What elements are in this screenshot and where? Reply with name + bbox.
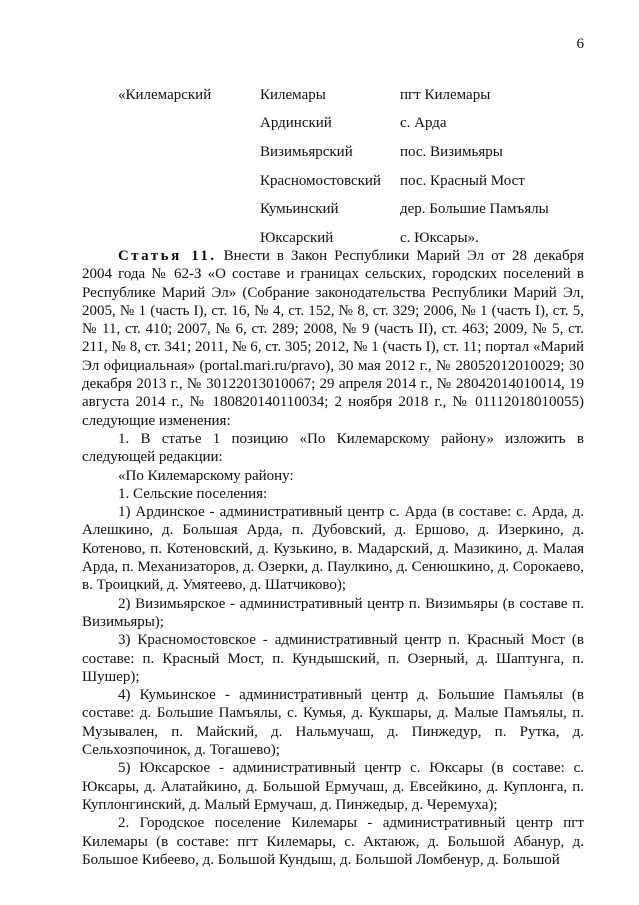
paragraph: 1. В статье 1 позицию «По Килемарскому району» изложить в следующей редакции: [82, 430, 584, 466]
district-row [118, 110, 578, 139]
district-row [118, 167, 578, 196]
paragraph: 3) Красномостовское - административный центр п. Красный Мост (в составе: п. Красный Мост, п. Кундышский, п. Озерный, д. Шаптунга, п. Шушер); [82, 632, 584, 685]
district-row [118, 138, 578, 167]
article-text: Внести в Закон Республики Марий Эл от 28 декабря 2004 года № 62-З «О составе и границах сельских, городских поселений в Республике Марий Эл» (Собрание законодательства Республики Марий Эл, 2005, № 1 (часть I), ст. 16, № 4, ст. 152, № 8, ст. 329; 2006, № 1 (часть I), ст. 5, № 11, ст. 410; 2007, № 6, ст. 289; 2008, № 9 (часть II), ст. 463; 2009, № 5, ст. 211, № 8, ст. 341; 2011, № 6, ст. 305; 2012, № 1 (часть I), ст. 11; портал «Марий Эл официальная» (portal.mari.ru/pravo), 30 мая 2012 г., № 28052012010029; 30 декабря 2013 г., № 30122013010067; 29 апреля 2014 г., № 28042014010014, 19 августа 2014 г., № 180820140110034; 2 ноября 2018 г., № 01112018010055) следующие изменения: [82, 248, 584, 429]
district-row [118, 195, 578, 224]
center-cell: пгт Килемары [400, 86, 491, 103]
district-cell: «Килемарский [118, 86, 212, 103]
settlement-cell: Килемары [260, 86, 326, 103]
page-number: 6 [576, 36, 584, 52]
settlement-cell: Ардинский [260, 115, 332, 132]
center-cell: с. Арда [400, 115, 447, 132]
paragraph: 1. Сельские поселения: [118, 485, 268, 502]
settlement-cell: Юксарский [260, 229, 334, 246]
settlement-cell: Красномостовский [260, 172, 381, 189]
paragraph: 4) Кумьинское - административный центр д. Большие Памъялы (в составе: д. Большие Памъялы, с. Кумья, д. Кукшары, д. Малые Памъялы, п. Музывален, п. Майский, д. Нальмучаш, д. Пинжедур, п. Рутка, д. Сельхозпочинок, д. Тогашево); [82, 687, 584, 759]
center-cell: пос. Красный Мост [400, 172, 525, 189]
paragraph: 2. Городское поселение Килемары - административный центр пгт Килемары (в составе: пгт Килемары, с. Актаюж, д. Большой Абанур, д. Большое Кибеево, д. Большой Кундыш, д. Большой Ломбенур, д. Большой [82, 815, 584, 868]
paragraph: 1) Ардинское - административный центр с. Арда (в составе: с. Арда, д. Алешкино, д. Большая Арда, п. Дубовский, д. Ершово, д. Изеркино, д. Котеново, п. Котеновский, д. Кузькино, в. Мадарский, д. Мазикино, д. Малая Арда, п. Механизаторов, д. Озерки, д. Паулкино, д. Сенюшкино, д. Сорокаево, в. Троицкий, д. Умятеево, д. Шатчиково); [82, 504, 584, 594]
district-row [118, 81, 578, 110]
center-cell: с. Юксары». [400, 229, 479, 246]
article-paragraph [82, 247, 584, 430]
paragraph: 5) Юксарское - административный центр с. Юксары (в составе: с. Юксары, д. Алатайкино, д. Большой Ермучаш, д. Евсейкино, д. Куплонга, п. Куплонгинский, д. Малый Ермучаш, д. Пинжедыр, д. Черемуха); [82, 760, 584, 813]
settlement-cell: Визимьярский [260, 143, 353, 160]
center-cell: дер. Большие Памъялы [400, 201, 549, 218]
paragraph: «По Килемарскому району: [118, 467, 294, 484]
settlement-cell: Кумьинский [260, 201, 339, 218]
document-body [82, 247, 584, 869]
article-heading: Статья 11. [118, 248, 217, 264]
center-cell: пос. Визимьяры [400, 143, 503, 160]
paragraph: 2) Визимьярское - административный центр п. Визимьяры (в составе п. Визимьяры); [82, 595, 584, 630]
district-table [118, 81, 578, 253]
